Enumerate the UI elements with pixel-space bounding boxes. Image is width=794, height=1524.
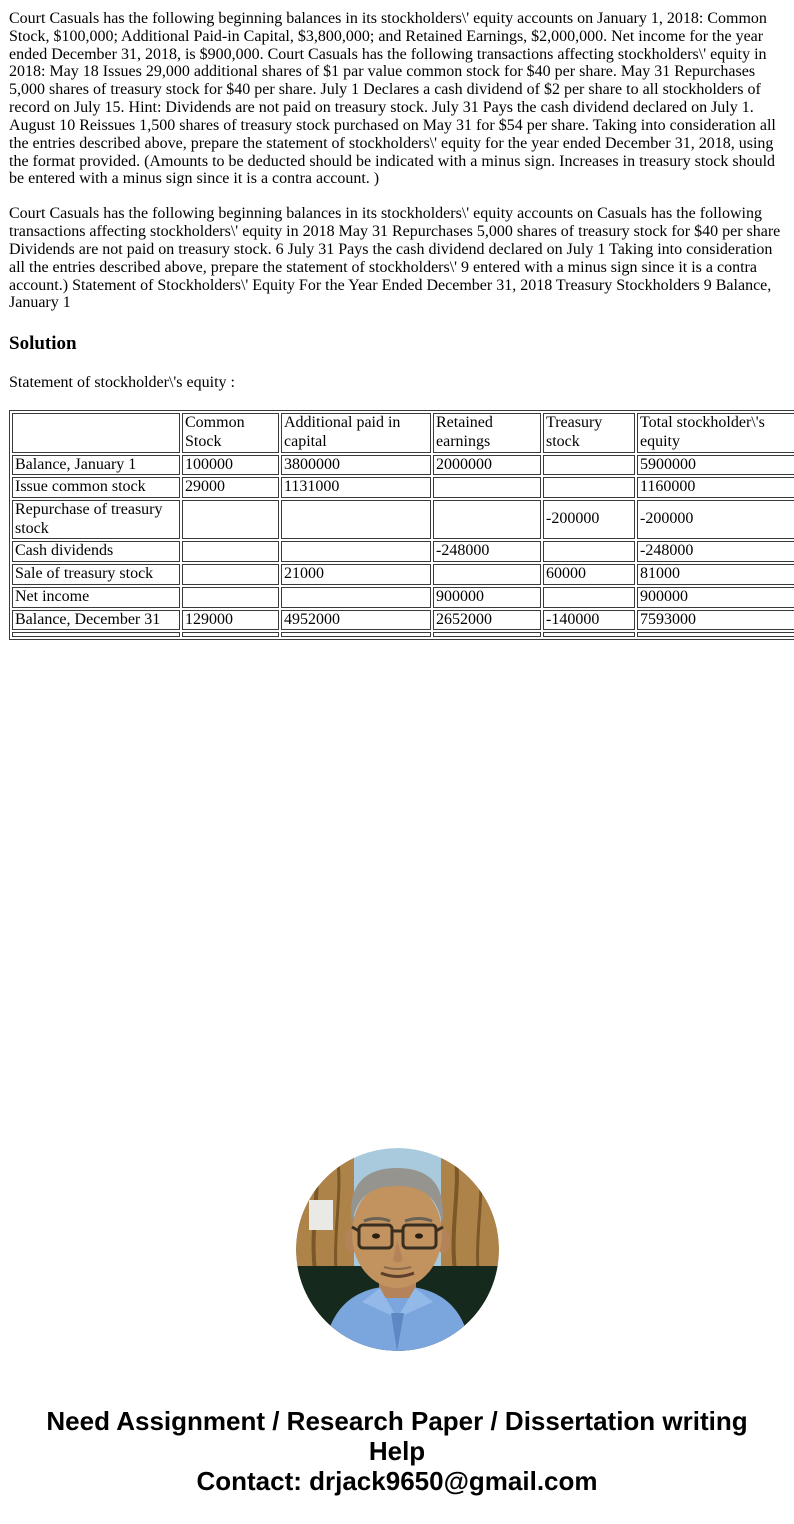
question-paragraph-2: Court Casuals has the following beginning balances in its stockholders\' equity accounts on Casuals has the following transactions affecting stockholders\' equity in 2018 May 31 Repurchases 5,000 shares of treasury stock for $40 per share Dividends are not paid on treasury stock. 6 July 31 Pays the cash dividend declared on July 1 Taking into consideration all the entries described above, prepare the statement of stockholders\' 9 entered with a minus sign since it is a contra account.) Statement of Stockholders\' Equity For the Year Ended December 31, 2018 Treasury Stockholders 9 Balance, January 1 — [9, 205, 781, 312]
table-cell — [433, 632, 541, 637]
table-cell — [281, 587, 431, 608]
table-cell: -248000 — [637, 541, 794, 562]
footer-help-text: Need Assignment / Research Paper / Dissertation writing Help — [46, 1406, 748, 1467]
table-cell — [637, 632, 794, 637]
row-label: Issue common stock — [12, 477, 180, 498]
table-cell: 5900000 — [637, 455, 794, 476]
table-cell — [543, 632, 635, 637]
table-cell — [182, 564, 279, 585]
table-cell: 3800000 — [281, 455, 431, 476]
table-header-cell: Additional paid in capital — [281, 413, 431, 452]
table-cell — [281, 500, 431, 539]
table-cell: 900000 — [433, 587, 541, 608]
table-row — [12, 541, 794, 562]
table-row — [12, 587, 794, 608]
table-cell: 4952000 — [281, 610, 431, 631]
table-header-cell: Common Stock — [182, 413, 279, 452]
row-label: Balance, December 31 — [12, 610, 180, 631]
table-header-cell: Total stockholder\'s equity — [637, 413, 794, 452]
table-cell — [182, 541, 279, 562]
statement-label: Statement of stockholder\'s equity : — [9, 374, 235, 392]
table-cell: -140000 — [543, 610, 635, 631]
table-header-cell: Retained earnings — [433, 413, 541, 452]
table-cell — [281, 541, 431, 562]
question-paragraph-1: Court Casuals has the following beginning balances in its stockholders\' equity accounts on January 1, 2018: Common Stock, $100,000; Additional Paid-in Capital, $3,800,000; and Retained Earnings, $2,000,000. Net income for the year ended December 31, 2018, is $900,000. Court Casuals has the following transactions affecting stockholders\' equity in 2018: May 18 Issues 29,000 additional shares of $1 par value common stock for $40 per share. May 31 Repurchases 5,000 shares of treasury stock for $40 per share. July 1 Declares a cash dividend of $2 per share to all stockholders of record on July 15. Hint: Dividends are not paid on treasury stock. July 31 Pays the cash dividend declared on July 1. August 10 Reissues 1,500 shares of treasury stock purchased on May 31 for $54 per share. Taking into consideration all the entries described above, prepare the statement of stockholders\' equity for the year ended December 31, 2018, using the format provided. (Amounts to be deducted should be indicated with a minus sign. Increases in treasury stock should be entered with a minus sign since it is a contra account. ) — [9, 10, 776, 188]
row-label: Cash dividends — [12, 541, 180, 562]
row-label: Balance, January 1 — [12, 455, 180, 476]
row-label: Repurchase of treasury stock — [12, 500, 180, 539]
table-cell — [182, 587, 279, 608]
table-cell — [433, 500, 541, 539]
table-cell: 129000 — [182, 610, 279, 631]
table-cell — [433, 564, 541, 585]
row-label: Sale of treasury stock — [12, 564, 180, 585]
table-row — [12, 477, 794, 498]
table-cell: 29000 — [182, 477, 279, 498]
table-cell: 7593000 — [637, 610, 794, 631]
table-cell — [182, 500, 279, 539]
table-cell: 1131000 — [281, 477, 431, 498]
footer-contact-email: Contact: drjack9650@gmail.com — [196, 1466, 598, 1497]
table-cell: -200000 — [543, 500, 635, 539]
table-cell: 2000000 — [433, 455, 541, 476]
table-cell: -248000 — [433, 541, 541, 562]
footer — [9, 1406, 785, 1496]
solution-heading: Solution — [9, 333, 77, 355]
row-label: Net income — [12, 587, 180, 608]
table-cell: 21000 — [281, 564, 431, 585]
table-cell: 2652000 — [433, 610, 541, 631]
person-photo — [296, 1148, 499, 1351]
table-cell — [12, 632, 180, 637]
table-row — [12, 455, 794, 476]
table-cell: 900000 — [637, 587, 794, 608]
table-cell — [543, 477, 635, 498]
table-row-empty — [12, 632, 794, 637]
avatar-wrap — [9, 1148, 785, 1356]
table-cell — [543, 587, 635, 608]
table-row — [12, 500, 794, 539]
table-cell: -200000 — [637, 500, 794, 539]
table-row — [12, 564, 794, 585]
table-header-cell — [12, 413, 180, 452]
table-header-cell: Treasury stock — [543, 413, 635, 452]
table-header-row — [12, 413, 794, 452]
table-cell — [281, 632, 431, 637]
table-cell: 60000 — [543, 564, 635, 585]
table-cell — [433, 477, 541, 498]
table-cell: 1160000 — [637, 477, 794, 498]
table-cell: 100000 — [182, 455, 279, 476]
table-row — [12, 610, 794, 631]
table-cell: 81000 — [637, 564, 794, 585]
table-cell — [543, 541, 635, 562]
table-cell — [182, 632, 279, 637]
table-cell — [543, 455, 635, 476]
equity-table — [9, 410, 794, 640]
